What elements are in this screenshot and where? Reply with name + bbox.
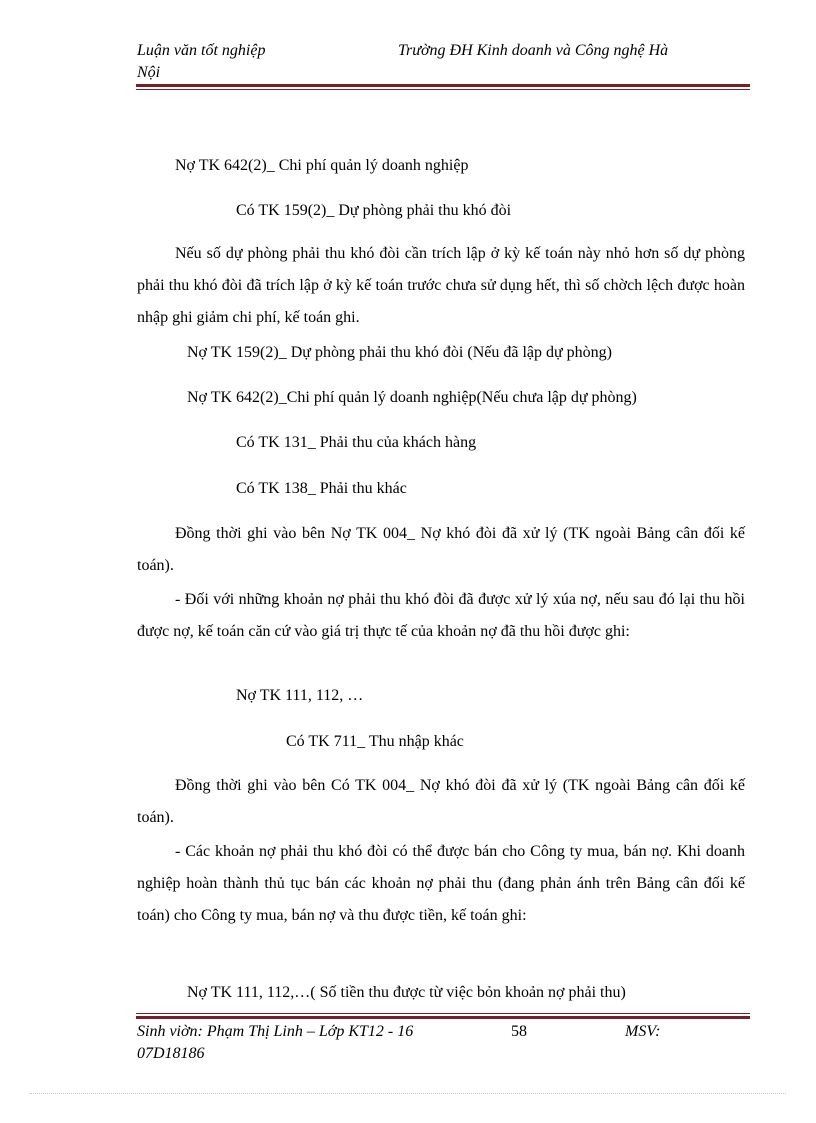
paragraph-debt-sale: - Các khoản nợ phải thu khó đòi có thể được bán cho Công ty mua, bán nợ. Khi doanh nghiệp hoàn thành thủ tục bán các khoản nợ phải thu (đang phản ánh trên Bảng cân đối kế toán) cho Công ty mua, bán nợ và thu được tiền, kế toán ghi: — [137, 843, 745, 924]
entry-debit-159: Nợ TK 159(2)_ Dự phòng phải thu khó đòi (Nếu đã lập dự phòng) — [187, 344, 613, 361]
entry-credit-159: Có TK 159(2)_ Dự phòng phải thu khó đòi — [236, 202, 512, 219]
entry-credit-138: Có TK 138_ Phải thu khác — [236, 480, 407, 497]
footer-msv-value: 07D18186 — [137, 1045, 205, 1062]
footer-student: Sinh viờn: Phạm Thị Linh – Lớp KT12 - 16 — [137, 1023, 414, 1040]
header-left: Luận văn tốt nghiệp — [137, 42, 266, 59]
entry-debit-111-112-sale: Nợ TK 111, 112,…( Số tiền thu được từ việc bỏn khoản nợ phải thu) — [187, 984, 626, 1001]
page-bottom-border — [30, 1093, 786, 1094]
entry-debit-642: Nợ TK 642(2)_ Chi phí quản lý doanh nghiệp — [175, 157, 469, 174]
paragraph-recovery: - Đối với những khoản nợ phải thu khó đòi đã được xử lý xúa nợ, nếu sau đó lại thu hồi được nợ, kế toán căn cứ vào giá trị thực tế của khoản nợ đã thu hồi được ghi: — [137, 591, 745, 640]
footer-msv-label: MSV: — [625, 1023, 661, 1040]
paragraph-debit-004: Đồng thời ghi vào bên Nợ TK 004_ Nợ khó đòi đã xử lý (TK ngoài Bảng cân đối kế toán). — [137, 525, 745, 574]
header-wrap: Nội — [137, 64, 161, 81]
entry-credit-131: Có TK 131_ Phải thu của khách hàng — [236, 434, 477, 451]
entry-debit-642-alt: Nợ TK 642(2)_Chi phí quản lý doanh nghiệp(Nếu chưa lập dự phòng) — [187, 389, 637, 406]
header-rule — [136, 84, 750, 90]
entry-debit-111-112: Nợ TK 111, 112, … — [236, 687, 364, 704]
footer-page-number: 58 — [511, 1023, 527, 1040]
header-right: Trường ĐH Kinh doanh và Công nghệ Hà — [398, 42, 669, 59]
footer-rule — [136, 1013, 750, 1019]
paragraph-reversal: Nếu số dự phòng phải thu khó đòi cần trích lập ở kỳ kế toán này nhỏ hơn số dự phòng phải thu khó đòi đã trích lập ở kỳ kế toán trước chưa sử dụng hết, thì số chờch lệch được hoàn nhập ghi giảm chi phí, kế toán ghi. — [137, 245, 745, 326]
paragraph-credit-004: Đồng thời ghi vào bên Có TK 004_ Nợ khó đòi đã xử lý (TK ngoài Bảng cân đối kế toán). — [137, 777, 745, 826]
entry-credit-711: Có TK 711_ Thu nhập khác — [286, 733, 464, 750]
